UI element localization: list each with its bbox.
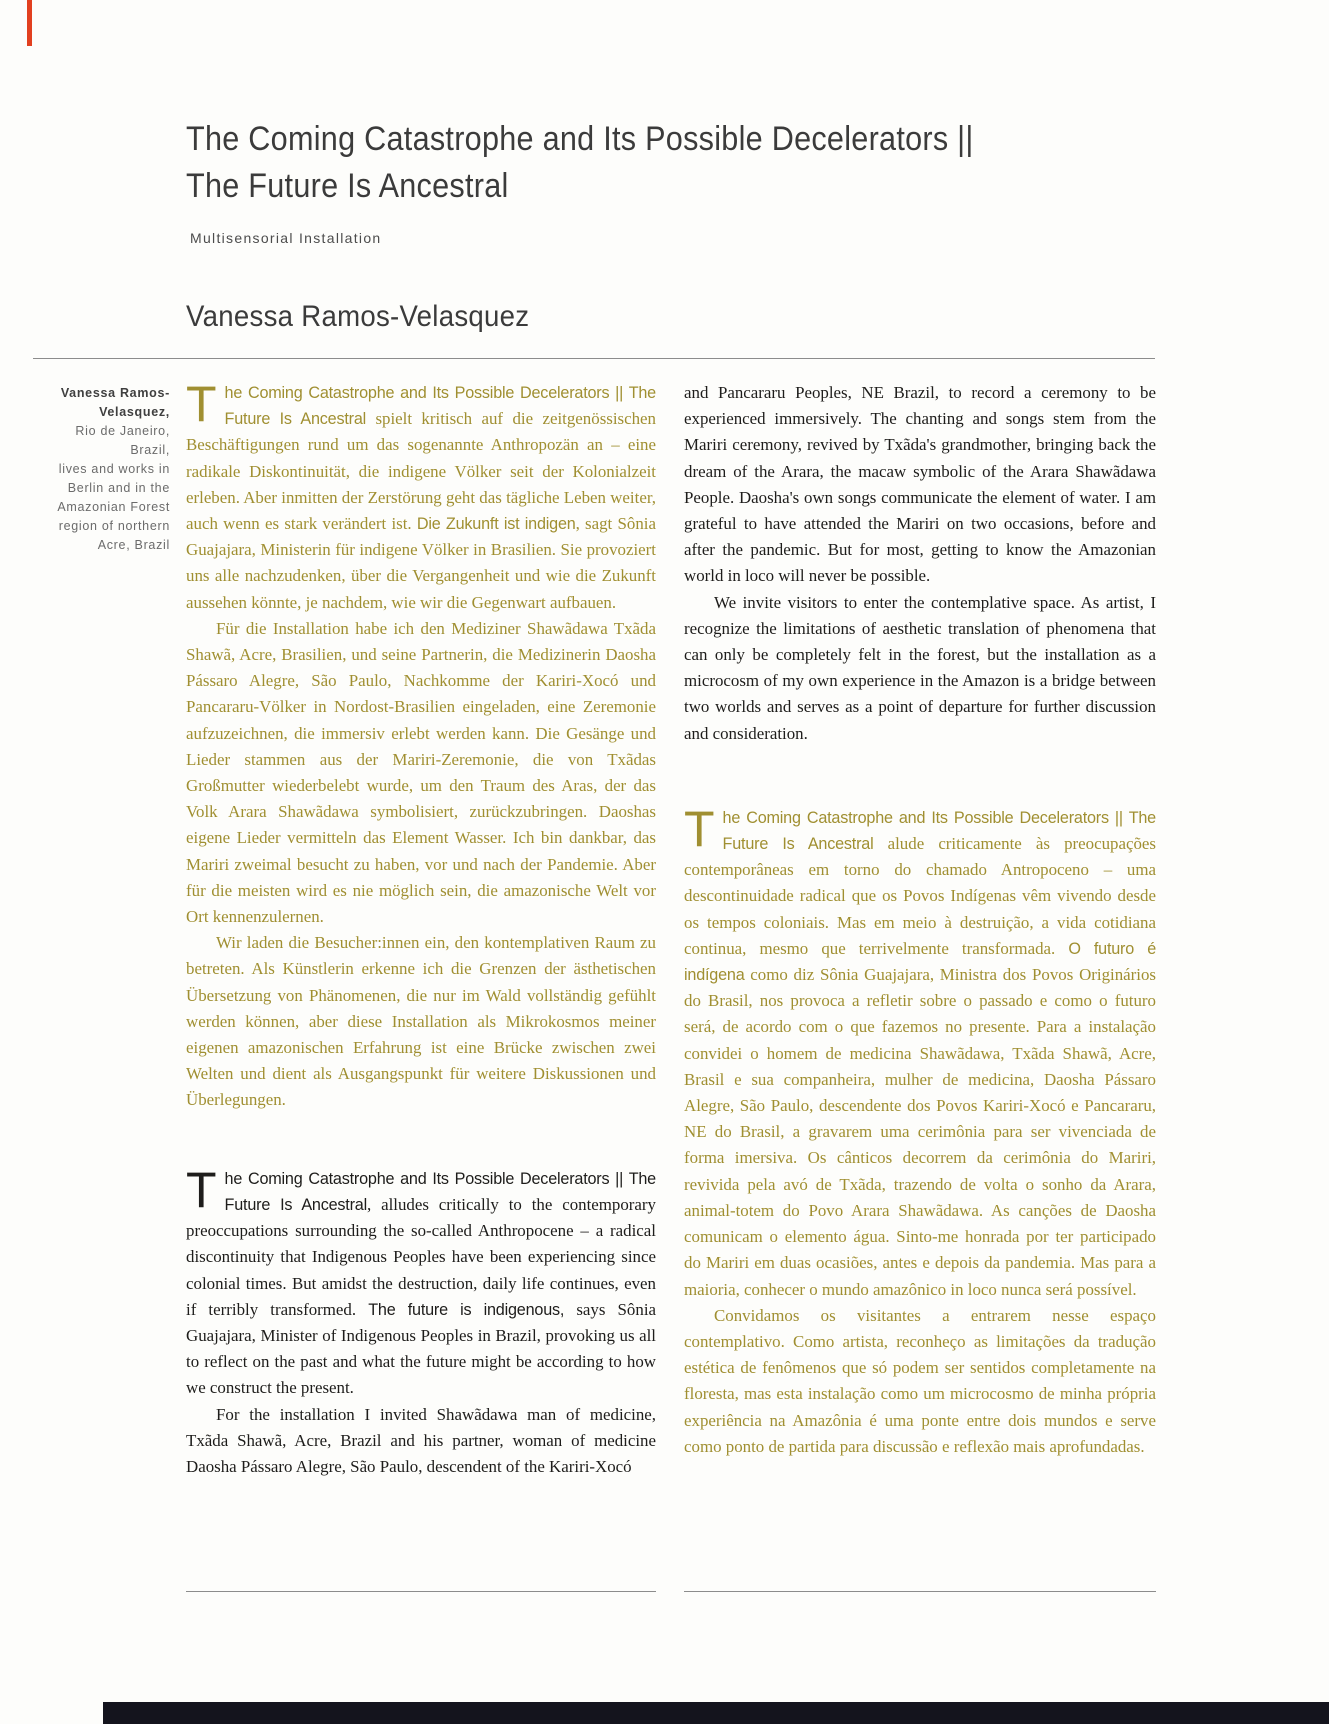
- paragraph-german-1: The Coming Catastrophe and Its Possible Decelerators || The Future Is Ancestral spielt kritisch auf die zeitgenössischen Beschäftigungen rund um das sogenannte Anthropozän an – eine radikale Diskontinuität, die indigene Völker seit der Kolonialzeit erleben. Aber inmitten der Zerstörung geht das tägliche Leben weiter, auch wenn es stark verändert ist. Die Zukunft ist indigen, sagt Sônia Guajajara, Ministerin für indigene Völker in Brasilien. Sie provoziert uns alle nachzudenken, über die Vergangenheit und wie die Zukunft aussehen könnte, je nachdem, wie wir die Gegenwart aufbauen.: [186, 376, 656, 612]
- paragraph-german-3: Wir laden die Besucher:innen ein, den kontemplativen Raum zu betreten. Als Künstlerin erkenne ich die Grenzen der ästhetischen Übersetzung von Phänomenen, die nur im Wald vollständig gefühlt werden können, aber diese Installation als Mikrokosmos meiner eigenen amazonischen Erfahrung ist eine Brücke zwischen zwei Welten und dient als Ausgangspunkt für weitere Diskussionen und Überlegungen.: [186, 933, 656, 1110]
- footer-divider-right: [684, 1591, 1156, 1592]
- column-left: [186, 376, 657, 1480]
- page-title-line-2: The Future Is Ancestral: [186, 167, 509, 205]
- bio-line: Berlin and in the: [67, 481, 170, 495]
- next-page-edge: [103, 1702, 1329, 1724]
- bio-line: region of northern: [58, 519, 170, 533]
- paragraph-portuguese-2: Convidamos os visitantes a entrarem nesse espaço contemplativo. Como artista, reconheço as limitações da tradução estética de fenômenos que só podem ser sentidos completamente na floresta, mas esta instalação como um microcosmo de minha própria experiência na Amazônia é uma ponte entre dois mundos e serve como ponto de partida para discussão e reflexão mais aprofundadas.: [684, 1305, 1156, 1456]
- paragraph-portuguese-1: The Coming Catastrophe and Its Possible Decelerators || The Future Is Ancestral alude criticamente às preocupações contemporâneas em torno do chamado Antropoceno – uma descontinuidade radical que os Povos Indígenas vêm vivendo desde os tempos coloniais. Mas em meio à destruição, a vida cotidiana continua, mesmo que terrivelmente transformada. O futuro é indígena como diz Sônia Guajajara, Ministra dos Povos Originários do Brasil, nos provoca a refletir sobre o passado e como o futuro será, de acordo com o que fazemos no presente. Para a instalação convidei o homem de medicina Shawãdawa, Txãda Shawã, Acre, Brasil e sua companheira, mulher de medicina, Daosha Pássaro Alegre, São Paulo, descendente dos Povos Kariri-Xocó e Pancararu, NE do Brasil, a gravarem uma cerimônia para ser vivenciada de forma imersiva. Os cânticos decorrem da cerimônia do Mariri, revivida pela avó de Txãda, trazendo de volta o sonho da Arara, animal-totem do Povo Arara Shawãdawa. As canções de Daosha comunicam o elemento água. Sinto-me honrada por ter participado do Mariri em duas ocasiões, antes e depois da pandemia. Mas para a maioria, conhecer o mundo amazônico in loco nunca será possível.: [684, 800, 1157, 1299]
- paragraph-english-3: We invite visitors to enter the contemplative space. As artist, I recognize the limitations of aesthetic translation of phenomena that can only be completely felt in the forest, but the installation as a microcosm of my own experience in the Amazon is a bridge between two worlds and serves as a point of departure for further discussion and consideration.: [684, 592, 1156, 743]
- column-right: [684, 380, 1156, 1460]
- registration-mark: [27, 0, 32, 46]
- footer-divider-left: [186, 1591, 656, 1592]
- paragraph-english-2: For the installation I invited Shawãdawa man of medicine, Txãda Shawã, Acre, Brazil and his partner, woman of medicine Daosha Pássaro Alegre, São Paulo, descendent of the Kariri-Xocó: [186, 1404, 656, 1476]
- bio-line: Acre, Brazil: [97, 538, 170, 552]
- bio-line: lives and works in: [58, 462, 170, 476]
- paragraph-german-2: Für die Installation habe ich den Mediziner Shawãdawa Txãda Shawã, Acre, Brasilien, und seine Partnerin, die Medizinerin Daosha Pássaro Alegre, São Paulo, Nachkomme der Kariri-Xocó und Pancararu-Völker in Nordost-Brasilien eingeladen, eine Zeremonie aufzuzeichnen, die immersiv erlebt werden kann. Die Gesänge und Lieder stammen aus der Mariri-Zeremonie, die von Txãdas Großmutter wiederbelebt wurde, um den Traum des Aras, der das Volk Arara Shawãdawa symbolisiert, zurückzubringen. Daoshas eigene Lieder vermitteln das Element Wasser. Ich bin dankbar, das Mariri zweimal besucht zu haben, vor und nach der Pandemie. Aber für die meisten wird es nie möglich sein, die amazonische Welt vor Ort kennenzulernen.: [186, 618, 656, 927]
- artist-bio: [33, 384, 170, 555]
- page-title: [186, 116, 974, 210]
- author-name: Vanessa Ramos-Velasquez: [186, 300, 530, 333]
- page-title-line-1: The Coming Catastrophe and Its Possible Decelerators ||: [186, 120, 974, 158]
- page-subtitle: Multisensorial Installation: [190, 230, 382, 246]
- bio-line: Velasquez,: [99, 405, 170, 419]
- bio-line: Amazonian Forest: [57, 500, 170, 514]
- bio-line: Brazil,: [130, 443, 170, 457]
- top-divider: [33, 358, 1155, 359]
- paragraph-english-1: The Coming Catastrophe and Its Possible Decelerators || The Future Is Ancestral, alludes critically to the contemporary preoccupations surrounding the so-called Anthropocene – a radical discontinuity that Indigenous Peoples have been experiencing since colonial times. But amidst the destruction, daily life continues, even if terribly transformed. The future is indigenous, says Sônia Guajajara, Minister of Indigenous Peoples in Brazil, provoking us all to reflect on the past and what the future might be according to how we construct the present.: [186, 1161, 657, 1398]
- paragraph-english-continuation: and Pancararu Peoples, NE Brazil, to record a ceremony to be experienced immersively. The chanting and songs stem from the Mariri ceremony, revived by Txãda's grandmother, bringing back the dream of the Arara, the macaw symbolic of the Arara Shawãdawa People. Daosha's own songs communicate the element of water. I am grateful to have attended the Mariri on two occasions, before and after the pandemic. But for most, getting to know the Amazonian world in loco will never be possible.: [684, 383, 1156, 586]
- bio-line: Rio de Janeiro,: [75, 424, 170, 438]
- bio-line: Vanessa Ramos-: [60, 386, 170, 400]
